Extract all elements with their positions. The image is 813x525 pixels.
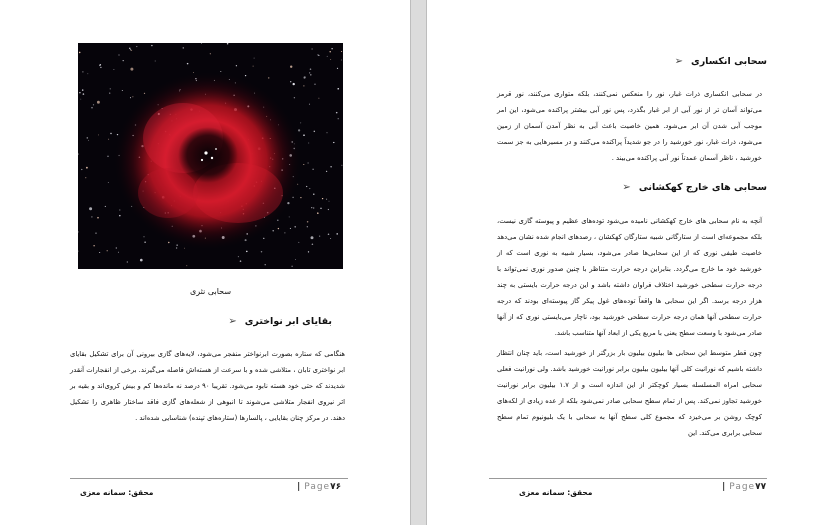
star-dot bbox=[307, 162, 308, 163]
star-dot bbox=[338, 118, 339, 119]
star-dot bbox=[129, 48, 130, 49]
star-dot bbox=[93, 104, 94, 105]
star-dot bbox=[303, 85, 304, 86]
star-dot bbox=[136, 46, 137, 47]
star-dot bbox=[97, 101, 100, 104]
star-dot bbox=[291, 266, 292, 267]
star-dot bbox=[144, 242, 145, 243]
star-dot bbox=[130, 97, 131, 98]
star-dot bbox=[79, 52, 81, 54]
star-dot bbox=[140, 259, 143, 262]
star-dot bbox=[245, 75, 246, 76]
star-dot bbox=[341, 59, 342, 60]
star-dot bbox=[183, 47, 185, 49]
star-dot bbox=[107, 156, 108, 157]
star-dot bbox=[116, 247, 117, 248]
star-dot bbox=[100, 64, 102, 66]
star-dot bbox=[265, 264, 266, 265]
star-dot bbox=[80, 99, 81, 100]
star-dot bbox=[91, 216, 92, 217]
star-dot bbox=[187, 63, 189, 65]
star-dot bbox=[336, 233, 338, 235]
page-number-value: ۷۷ bbox=[755, 482, 767, 492]
star-dot bbox=[310, 68, 312, 70]
star-dot bbox=[329, 51, 330, 52]
page-label: Page bbox=[304, 482, 331, 492]
star-dot bbox=[130, 68, 133, 71]
star-dot bbox=[330, 238, 331, 239]
star-dot bbox=[306, 186, 307, 187]
star-dot bbox=[303, 164, 304, 165]
star-dot bbox=[338, 88, 340, 90]
star-dot bbox=[123, 60, 124, 61]
star-dot bbox=[89, 207, 92, 210]
star-dot bbox=[93, 245, 94, 246]
star-dot bbox=[155, 61, 156, 62]
star-dot bbox=[85, 177, 86, 178]
star-dot bbox=[118, 54, 119, 55]
right-page bbox=[427, 0, 813, 525]
star-dot bbox=[317, 212, 319, 214]
star-dot bbox=[309, 104, 310, 105]
star-dot bbox=[311, 207, 312, 208]
star-dot bbox=[318, 98, 319, 99]
star-dot bbox=[254, 58, 255, 59]
star-dot bbox=[91, 107, 92, 108]
star-dot bbox=[236, 65, 237, 66]
paragraph-text: هنگامی که ستاره بصورت ابرنواختر منفجر می‌شود، لایه‌های گازی بیرونی آن برای تشکیل بقایای ابر نواختری تابان ، متلاشی شده و با سرعت از هسته‌اش فاصله می‌گیرند. برخی از انفجارات آنقدر شدیدند که حتی خود هسته نابود می‌شود. تقریبا ۹۰ درصد نه مانده‌ها کم و بیش کروی‌اند و بقیه بر اثر نیروی انفجار متلاشی می‌شوند تا انبوهی از شعله‌های گازی فاقد ساختار ظاهری را تشکیل دهند. در مرکز چنان بقایایی ، پالسارها (ستاره‌های تپنده) شناسایی شده‌اند . bbox=[70, 350, 345, 422]
star-dot bbox=[109, 92, 110, 93]
star-dot bbox=[278, 228, 279, 229]
star-dot bbox=[151, 45, 152, 46]
star-dot bbox=[330, 59, 331, 60]
star-dot bbox=[313, 207, 314, 208]
star-dot bbox=[295, 259, 296, 260]
rosette-nebula-image bbox=[78, 43, 343, 269]
star-dot bbox=[337, 68, 338, 69]
star-dot bbox=[313, 194, 314, 195]
star-dot bbox=[98, 134, 99, 135]
star-dot bbox=[320, 208, 321, 209]
star-dot bbox=[87, 137, 89, 139]
star-dot bbox=[246, 251, 248, 253]
star-dot bbox=[79, 92, 80, 93]
star-dot bbox=[307, 221, 309, 223]
star-dot bbox=[97, 217, 99, 219]
page-number: | Page۷۶ bbox=[297, 482, 342, 492]
page-label: Page bbox=[729, 482, 756, 492]
star-dot bbox=[113, 69, 114, 70]
star-dot bbox=[327, 56, 328, 57]
star-dot bbox=[105, 206, 106, 207]
star-dot bbox=[309, 188, 310, 189]
section-heading-text: سحابی های خارج کهکشانی bbox=[638, 182, 767, 193]
section-heading-reflection-nebula bbox=[675, 56, 767, 67]
star-dot bbox=[131, 50, 132, 51]
star-dot bbox=[311, 48, 312, 49]
star-dot bbox=[88, 140, 89, 141]
star-dot bbox=[263, 238, 264, 239]
pointer-arrow-icon: ➢ bbox=[674, 56, 683, 67]
extragalactic-paragraph-2 bbox=[497, 345, 762, 441]
image-caption: سحابی نثری bbox=[189, 287, 232, 296]
star-dot bbox=[290, 228, 291, 229]
star-dot bbox=[308, 251, 309, 252]
star-dot bbox=[86, 167, 88, 169]
star-dot bbox=[310, 74, 311, 75]
star-dot bbox=[82, 89, 83, 90]
star-dot bbox=[322, 198, 323, 199]
star-dot bbox=[108, 139, 109, 140]
supernova-paragraph bbox=[70, 346, 345, 426]
star-dot bbox=[210, 53, 211, 54]
star-dot bbox=[100, 67, 101, 68]
extragalactic-paragraph-1 bbox=[497, 213, 762, 341]
star-dot bbox=[119, 215, 121, 217]
star-dot bbox=[186, 265, 187, 266]
star-dot bbox=[110, 88, 111, 89]
star-dot bbox=[238, 256, 239, 257]
section-heading-text: بقایای ابر نواختری bbox=[244, 316, 332, 327]
star-dot bbox=[298, 242, 299, 243]
star-dot bbox=[304, 77, 305, 78]
star-dot bbox=[309, 72, 310, 73]
star-dot bbox=[127, 261, 128, 262]
star-dot bbox=[300, 122, 301, 123]
star-dot bbox=[261, 251, 262, 252]
star-dot bbox=[303, 134, 305, 136]
star-dot bbox=[311, 236, 314, 239]
star-dot bbox=[294, 226, 296, 228]
book-gutter bbox=[410, 0, 427, 525]
pointer-arrow-icon: ➢ bbox=[622, 182, 631, 193]
pointer-arrow-icon: ➢ bbox=[228, 316, 237, 327]
paragraph-text: چون قطر متوسط این سحابی ها بیلیون بیلیون بار بزرگتر از خورشید است، باید چنان انتظار داشته باشیم که نورانیت کلی آنها بیلیون بیلیون برابر نورانیت خورشید باشد. ولی نورانیت فعلی سحابی امراه المسلسله بسیار کوچکتر از این اندازه است و از ۱.۷ بیلیون برابر نورانیت خورشید تجاوز نمی‌کند. پس از تمام سطح سحابی صادر نمی‌شود بلکه از عده زیادی از لکه‌های کوچک روشن بر می‌خیزد که مجموع کلی سطح آنها به سحابی با یک بلیونیوم تمام سطح سحابی برابری می‌کند. این bbox=[497, 349, 762, 437]
star-dot bbox=[312, 244, 314, 246]
star-dot bbox=[317, 54, 318, 55]
star-dot bbox=[289, 216, 290, 217]
star-dot bbox=[312, 169, 313, 170]
star-dot bbox=[293, 83, 295, 85]
author-credit: محقق: سمانه معزی bbox=[519, 488, 593, 497]
star-dot bbox=[253, 66, 254, 67]
star-dot bbox=[294, 97, 295, 98]
star-dot bbox=[290, 66, 292, 68]
star-dot bbox=[268, 77, 270, 79]
star-dot bbox=[333, 142, 334, 143]
star-dot bbox=[341, 51, 342, 52]
author-credit: محقق: سمانه معزی bbox=[80, 488, 154, 497]
star-dot bbox=[272, 230, 273, 231]
reflection-nebula-paragraph bbox=[497, 86, 762, 166]
star-dot bbox=[107, 250, 108, 251]
footer-rule bbox=[70, 478, 348, 479]
paragraph-text: آنچه به نام سحابی های خارج کهکشانی نامیده می‌شود توده‌های عظیم و پیوسته گازی نیست، بلکه مجموعه‌ای است از ستارگانی شبیه ستارگان کهکشان ، رصدهای انجام شده نشان می‌دهد خاصیت طیفی نوری که از این سحابی‌ها صادر می‌شود، بسیار شبیه به نوری است که از خورشید خود ما خارج می‌گردد. بنابراین درجه حرارت متناظر با چنین صدور نوری نمی‌تواند با درجه حرارت سطحی خورشید اختلاف فراوان داشته باشد و این درجه حرارت بایستی به چند هزار درجه برسد. اگر این سحابی ها واقعاً توده‌های غول پیکر گاز پیوسته‌ای بودند که درجه حرارت سطحی آنها همان درجه حرارت سطحی خورشید بود، ناچار می‌بایستی نوری که از آنها صادر می‌شود با وسعت سطح یعنی با مربع یکی از ابعاد آنها متناسب باشد. bbox=[497, 217, 762, 337]
star-dot bbox=[314, 84, 315, 85]
star-dot bbox=[82, 71, 83, 72]
star-dot bbox=[240, 260, 242, 262]
star-dot bbox=[328, 234, 330, 236]
star-dot bbox=[300, 197, 301, 198]
star-dot bbox=[118, 252, 119, 253]
star-dot bbox=[326, 199, 327, 200]
star-dot bbox=[336, 112, 338, 114]
star-dot bbox=[119, 209, 120, 210]
star-dot bbox=[330, 166, 331, 167]
star-dot bbox=[298, 129, 300, 131]
paragraph-text: در سحابی انکساری ذرات غبار، نور را منعکس نمی‌کنند، بلکه متواری می‌کنند، نور قرمز می‌تواند آسان تر از نور آبی از ابر غبار بگذرد، پس نور آبی بیشتر پراکنده می‌شود، این امر موجب آبی شدن آن ابر می‌شود. همین خاصیت باعث آبی به نظر آمدن آسمان از زمین می‌شود، ذرات غبار، نور خورشید را در جو شدیداً پراکنده می‌کنند و در مسیرهایی به جز سمت خورشید ، ناظر آسمان عمدتاً نور آبی پراکنده می‌بیند . bbox=[497, 90, 762, 162]
star-dot bbox=[329, 201, 330, 202]
section-heading-supernova-remnants bbox=[228, 316, 332, 327]
section-heading-text: سحابی انکساری bbox=[691, 56, 767, 67]
star-dot bbox=[108, 182, 109, 183]
star-dot bbox=[132, 96, 133, 97]
star-dot bbox=[176, 247, 177, 248]
star-dot bbox=[122, 90, 123, 91]
page-number: | Page۷۷ bbox=[722, 482, 767, 492]
section-heading-extragalactic-nebulae bbox=[622, 182, 767, 193]
star-dot bbox=[99, 252, 100, 253]
star-dot bbox=[87, 73, 88, 74]
footer-rule bbox=[489, 478, 767, 479]
star-dot bbox=[308, 143, 309, 144]
star-dot bbox=[78, 231, 79, 232]
star-dot bbox=[341, 165, 342, 166]
star-dot bbox=[83, 93, 85, 95]
star-dot bbox=[326, 171, 327, 172]
star-dot bbox=[331, 48, 332, 49]
star-dot bbox=[314, 131, 315, 132]
star-dot bbox=[81, 169, 82, 170]
star-dot bbox=[328, 209, 329, 210]
star-dot bbox=[227, 43, 229, 44]
star-dot bbox=[143, 236, 144, 237]
star-dot bbox=[110, 133, 111, 134]
star-dot bbox=[307, 226, 308, 227]
star-dot bbox=[290, 81, 291, 82]
star-dot bbox=[284, 232, 285, 233]
star-dot bbox=[319, 236, 320, 237]
page-number-value: ۷۶ bbox=[330, 482, 342, 492]
star-dot bbox=[95, 232, 96, 233]
star-dot bbox=[327, 132, 328, 133]
